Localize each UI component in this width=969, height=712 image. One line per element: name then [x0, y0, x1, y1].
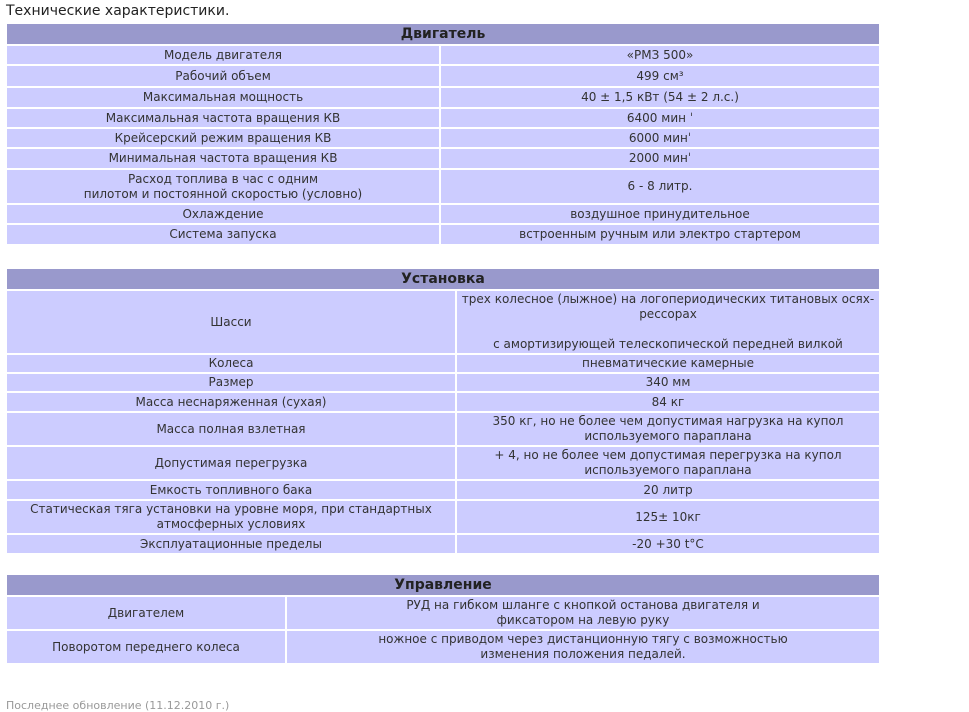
spec-label: Статическая тяга установки на уровне моря, при стандартных атмосферных условиях — [6, 500, 456, 534]
spec-label: Масса полная взлетная — [6, 412, 456, 446]
table-row — [6, 148, 880, 169]
spec-value: 6400 мин ˈ — [440, 108, 880, 128]
spec-value: 6000 минˈ — [440, 128, 880, 148]
spec-label: Система запуска — [6, 224, 440, 245]
spec-label: Двигателем — [6, 596, 286, 630]
page-title: Технические характеристики. — [6, 3, 230, 19]
control-heading: Управление — [6, 574, 880, 596]
table-row — [6, 204, 880, 224]
spec-value: ножное с приводом через дистанционную тягу с возможностью изменения положения педалей. — [286, 630, 880, 664]
spec-value: + 4, но не более чем допустимая перегрузка на купол используемого параплана — [456, 446, 880, 480]
spec-label: Расход топлива в час с одним пилотом и постоянной скоростью (условно) — [6, 169, 440, 204]
spec-value: встроенным ручным или электро стартером — [440, 224, 880, 245]
engine-heading: Двигатель — [6, 23, 880, 45]
spec-value: РУД на гибком шланге с кнопкой останова двигателя и фиксатором на левую руку — [286, 596, 880, 630]
control-heading-row — [6, 574, 880, 596]
table-row — [6, 108, 880, 128]
spec-value: 125± 10кг — [456, 500, 880, 534]
spec-value: 2000 минˈ — [440, 148, 880, 169]
table-row — [6, 534, 880, 554]
spec-label: Масса неснаряженная (сухая) — [6, 392, 456, 412]
spec-label: Эксплуатационные пределы — [6, 534, 456, 554]
table-row — [6, 446, 880, 480]
spec-value: 499 см³ — [440, 65, 880, 87]
spec-value: 84 кг — [456, 392, 880, 412]
install-heading-row — [6, 268, 880, 290]
control-spec-body — [6, 574, 880, 664]
table-row — [6, 373, 880, 392]
table-row — [6, 290, 880, 354]
spec-label: Поворотом переднего колеса — [6, 630, 286, 664]
spec-value: «РМЗ 500» — [440, 45, 880, 65]
spec-label: Крейсерский режим вращения КВ — [6, 128, 440, 148]
install-heading: Установка — [6, 268, 880, 290]
table-row — [6, 392, 880, 412]
spec-label: Допустимая перегрузка — [6, 446, 456, 480]
control-spec-table — [5, 573, 881, 665]
spec-value: трех колесное (лыжное) на логопериодических титановых осях- рессорах с амортизирующей телескопической передней вилкой — [456, 290, 880, 354]
table-row — [6, 87, 880, 108]
table-row — [6, 224, 880, 245]
table-row — [6, 128, 880, 148]
spec-label: Размер — [6, 373, 456, 392]
table-row — [6, 500, 880, 534]
table-row — [6, 596, 880, 630]
spec-label: Рабочий объем — [6, 65, 440, 87]
engine-spec-table — [5, 22, 881, 246]
spec-label: Максимальная частота вращения КВ — [6, 108, 440, 128]
spec-label: Колеса — [6, 354, 456, 373]
spec-label: Шасси — [6, 290, 456, 354]
table-row — [6, 354, 880, 373]
installation-spec-table — [5, 267, 881, 555]
table-row — [6, 169, 880, 204]
spec-label: Охлаждение — [6, 204, 440, 224]
spec-label: Максимальная мощность — [6, 87, 440, 108]
table-row — [6, 480, 880, 500]
table-row — [6, 412, 880, 446]
table-row — [6, 45, 880, 65]
installation-spec-body — [6, 268, 880, 554]
spec-value: пневматические камерные — [456, 354, 880, 373]
engine-heading-row — [6, 23, 880, 45]
spec-value: 20 литр — [456, 480, 880, 500]
table-row — [6, 65, 880, 87]
spec-value: 40 ± 1,5 кВт (54 ± 2 л.с.) — [440, 87, 880, 108]
spec-value: воздушное принудительное — [440, 204, 880, 224]
spec-value: 6 - 8 литр. — [440, 169, 880, 204]
spec-value: 340 мм — [456, 373, 880, 392]
spec-value: 350 кг, но не более чем допустимая нагрузка на купол используемого параплана — [456, 412, 880, 446]
spec-label: Модель двигателя — [6, 45, 440, 65]
table-row — [6, 630, 880, 664]
last-updated-note: Последнее обновление (11.12.2010 г.) — [6, 699, 230, 712]
spec-label: Минимальная частота вращения КВ — [6, 148, 440, 169]
engine-spec-body — [6, 23, 880, 245]
spec-label: Емкость топливного бака — [6, 480, 456, 500]
spec-value: -20 +30 t°C — [456, 534, 880, 554]
